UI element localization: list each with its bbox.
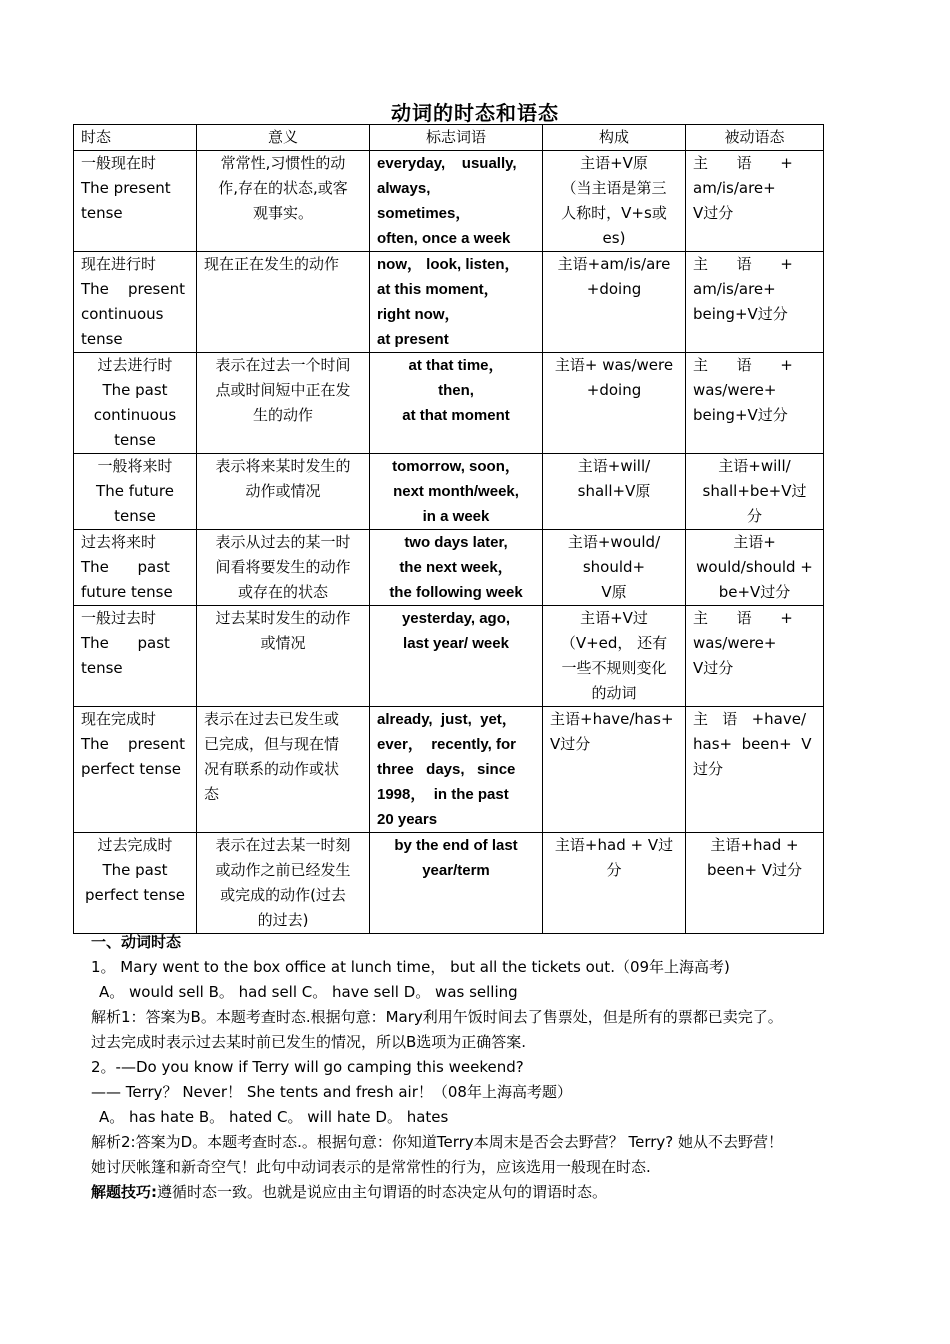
cell-tense <box>74 833 197 934</box>
cell-line: 主语+have/has+ <box>550 710 674 728</box>
section-heading: 一、动词时态 <box>91 933 182 951</box>
cell-line: The present <box>81 280 185 298</box>
cell-line: 主语+ was/were <box>554 356 674 374</box>
cell-line: 生的动作 <box>252 406 313 424</box>
cell-form <box>543 833 686 934</box>
cell-line: sometimes， <box>377 205 471 222</box>
cell-line: now， look, listen， <box>377 256 520 273</box>
cell-line: 表示在过去某一时刻 <box>215 836 351 854</box>
cell-line: V过分 <box>693 204 734 222</box>
cell-line: then, <box>438 382 474 399</box>
cell-line: be+V过分 <box>718 583 791 601</box>
cell-form <box>543 707 686 833</box>
cell-line: ever， recently, for <box>377 736 516 753</box>
header-passive: 被动语态 <box>686 125 824 151</box>
cell-line: right now， <box>377 306 460 323</box>
page-title: 动词的时态和语态 <box>391 101 559 125</box>
answer-2-line-1: 解析2:答案为D。本题考查时态.。根据句意：你知道Terry本周末是否会去野营？ Terry? 她从不去野营！ <box>91 1133 783 1151</box>
cell-line: 的过去) <box>257 911 309 929</box>
cell-line: continuous <box>93 406 177 424</box>
cell-line: at this moment， <box>377 281 499 298</box>
cell-passive <box>686 353 824 454</box>
question-2-line-2: —— Terry？ Never！ She tents and fresh air！（08年上海高考题） <box>91 1083 572 1101</box>
cell-line: 主语+V过 <box>580 609 648 627</box>
cell-tense <box>74 151 197 252</box>
cell-line: am/is/are+ <box>693 280 776 298</box>
cell-tense <box>74 707 197 833</box>
cell-meaning <box>197 606 370 707</box>
cell-line: The present <box>81 179 171 197</box>
cell-line: yesterday, ago, <box>401 610 511 627</box>
cell-keywords <box>370 530 543 606</box>
cell-line: 观事实。 <box>252 204 313 222</box>
cell-passive <box>686 252 824 353</box>
cell-line: 分 <box>606 861 622 879</box>
table-row <box>74 606 824 707</box>
cell-line: next month/week, <box>393 483 519 500</box>
cell-line: 人称时，V+s或 <box>561 204 667 222</box>
cell-line: The present <box>81 735 185 753</box>
table-row <box>74 252 824 353</box>
cell-line: by the end of last <box>394 837 518 854</box>
cell-line: 过去将来时 <box>81 533 157 551</box>
cell-form <box>543 252 686 353</box>
cell-line: often, once a week <box>377 230 511 247</box>
cell-line: 的动词 <box>591 684 637 702</box>
cell-passive <box>686 151 824 252</box>
cell-line: tense <box>81 330 123 348</box>
answer-2-line-2: 她讨厌帐篷和新奇空气！此句中动词表示的是常常性的行为，应该选用一般现在时态. <box>91 1158 651 1176</box>
cell-line: The past <box>102 381 168 399</box>
header-keywords: 标志词语 <box>370 125 543 151</box>
cell-line: shall+be+V过 <box>702 482 807 500</box>
table-row <box>74 151 824 252</box>
cell-line: tense <box>81 204 123 222</box>
cell-keywords <box>370 151 543 252</box>
cell-meaning <box>197 530 370 606</box>
table-row <box>74 530 824 606</box>
cell-form <box>543 530 686 606</box>
cell-line: last year/ week <box>403 635 509 652</box>
cell-line: 表示将来某时发生的 <box>215 457 351 475</box>
cell-keywords <box>370 606 543 707</box>
cell-line: 态 <box>204 785 220 803</box>
cell-line: 一般现在时 <box>81 154 157 172</box>
cell-line: 间看将要发生的动作 <box>215 558 351 576</box>
cell-line: tense <box>114 507 156 525</box>
cell-line: +doing <box>586 381 642 399</box>
cell-meaning <box>197 454 370 530</box>
cell-line: 主语+am/is/are <box>557 255 671 273</box>
cell-line: being+V过分 <box>693 406 788 424</box>
cell-meaning <box>197 151 370 252</box>
header-tense: 时态 <box>74 125 197 151</box>
cell-line: The future <box>96 482 174 500</box>
cell-keywords <box>370 252 543 353</box>
tip-text: 遵循时态一致。也就是说应由主句谓语的时态决定从句的谓语时态。 <box>157 1183 608 1201</box>
cell-line: 过去进行时 <box>97 356 173 374</box>
cell-line: （V+ed， 还有 <box>560 634 668 652</box>
cell-line: 一般过去时 <box>81 609 157 627</box>
cell-line: always, <box>377 180 431 197</box>
cell-line: 主语+V原 <box>580 154 648 172</box>
cell-line: 或动作之前已经发生 <box>215 861 351 879</box>
cell-line: The past <box>102 861 168 879</box>
cell-line: 或情况 <box>260 634 306 652</box>
cell-tense <box>74 252 197 353</box>
cell-line: 动作或情况 <box>245 482 321 500</box>
cell-line: 主语+had + <box>710 836 799 854</box>
cell-line: was/were+ <box>693 381 777 399</box>
cell-line: was/were+ <box>693 634 777 652</box>
cell-line: three days, since <box>377 761 516 778</box>
cell-form <box>543 606 686 707</box>
cell-line: 或完成的动作(过去 <box>220 886 346 904</box>
cell-line: 或存在的状态 <box>237 583 328 601</box>
cell-line: two days later, <box>404 534 508 551</box>
cell-line: continuous <box>81 305 164 323</box>
cell-meaning <box>197 833 370 934</box>
cell-line: 常常性,习惯性的动 <box>220 154 346 172</box>
question-1-options: A。 would sell B。 had sell C。 have sell D。 was selling <box>99 983 518 1001</box>
cell-line: 主语+will/ <box>577 457 651 475</box>
table-row <box>74 707 824 833</box>
cell-line: tense <box>114 431 156 449</box>
cell-line: 主 语 + <box>693 609 793 627</box>
cell-line: year/term <box>422 862 490 879</box>
cell-keywords <box>370 707 543 833</box>
cell-passive <box>686 530 824 606</box>
cell-line: V过分 <box>550 735 591 753</box>
cell-meaning <box>197 707 370 833</box>
cell-line: 分 <box>746 507 762 525</box>
cell-line: 现在完成时 <box>81 710 157 728</box>
cell-tense <box>74 530 197 606</box>
cell-line: perfect tense <box>81 760 181 778</box>
cell-tense <box>74 353 197 454</box>
question-2-line-1: 2。-—Do you know if Terry will go camping this weekend? <box>91 1058 524 1076</box>
cell-line: 已完成，但与现在情 <box>204 735 340 753</box>
cell-line: V过分 <box>693 659 734 677</box>
cell-line: 主 语 + <box>693 255 793 273</box>
cell-line: shall+V原 <box>577 482 651 500</box>
cell-form <box>543 151 686 252</box>
cell-line: 主 语 +have/ <box>693 710 807 728</box>
cell-line: V原 <box>601 583 627 601</box>
cell-line: everyday, usually, <box>377 155 517 172</box>
cell-line: the following week <box>389 584 523 601</box>
cell-line: would/should + <box>696 558 813 576</box>
cell-line: 过去某时发生的动作 <box>215 609 351 627</box>
cell-line: 况有联系的动作或状 <box>204 760 340 778</box>
tip-paragraph <box>91 1180 881 1205</box>
cell-form <box>543 454 686 530</box>
cell-line: the next week， <box>399 559 513 576</box>
cell-line: 主语+will/ <box>718 457 791 475</box>
cell-line: already, just, yet， <box>377 711 517 728</box>
cell-line: 主语+would/ <box>567 533 661 551</box>
cell-line: es) <box>602 229 626 247</box>
cell-line: The past <box>81 634 170 652</box>
cell-line: 过去完成时 <box>97 836 173 854</box>
cell-line: tense <box>81 659 123 677</box>
cell-line: 点或时间短中正在发 <box>215 381 351 399</box>
cell-line: 过分 <box>693 760 724 778</box>
cell-meaning <box>197 252 370 353</box>
cell-passive <box>686 833 824 934</box>
cell-line: 主 语 + <box>693 356 793 374</box>
exercise-section <box>91 930 881 1205</box>
cell-line: has+ been+ V <box>693 735 812 753</box>
cell-meaning <box>197 353 370 454</box>
cell-line: been+ V过分 <box>706 861 803 879</box>
cell-keywords <box>370 353 543 454</box>
table-row <box>74 353 824 454</box>
cell-line: The past <box>81 558 170 576</box>
table-row <box>74 833 824 934</box>
question-2-options: A。 has hate B。 hated C。 will hate D。 hates <box>99 1108 449 1126</box>
cell-line: at that moment <box>402 407 510 424</box>
cell-line: 主 语 + <box>693 154 793 172</box>
cell-line: 表示从过去的某一时 <box>215 533 351 551</box>
cell-tense <box>74 606 197 707</box>
cell-line: 现在正在发生的动作 <box>204 255 340 273</box>
cell-tense <box>74 454 197 530</box>
cell-form <box>543 353 686 454</box>
cell-line: 一般将来时 <box>97 457 173 475</box>
cell-line: 主语+ <box>733 533 776 551</box>
cell-passive <box>686 454 824 530</box>
cell-line: 表示在过去一个时间 <box>215 356 351 374</box>
cell-line: at that time， <box>408 357 504 374</box>
cell-passive <box>686 707 824 833</box>
cell-line: （当主语是第三 <box>561 179 667 197</box>
tense-table <box>73 124 824 934</box>
cell-line: at present <box>377 331 449 348</box>
cell-line: perfect tense <box>85 886 185 904</box>
cell-line: 表示在过去已发生或 <box>204 710 340 728</box>
cell-line: should+ <box>582 558 646 576</box>
cell-line: 1998， in the past <box>377 786 509 803</box>
cell-line: in a week <box>422 508 490 525</box>
cell-line: am/is/are+ <box>693 179 776 197</box>
cell-keywords <box>370 833 543 934</box>
answer-1-line-2: 过去完成时表示过去某时前已发生的情况，所以B选项为正确答案. <box>91 1033 527 1051</box>
cell-line: 现在进行时 <box>81 255 157 273</box>
table-header-row <box>74 125 824 151</box>
table-row <box>74 454 824 530</box>
cell-line: 作,存在的状态,或客 <box>218 179 348 197</box>
cell-line: 20 years <box>377 811 438 828</box>
cell-line: 一些不规则变化 <box>561 659 667 677</box>
cell-line: being+V过分 <box>693 305 788 323</box>
header-meaning: 意义 <box>197 125 370 151</box>
question-1: 1。 Mary went to the box office at lunch time， but all the tickets out.（09年上海高考) <box>91 958 730 976</box>
cell-line: +doing <box>586 280 642 298</box>
answer-1-line-1: 解析1：答案为B。本题考查时态.根据句意：Mary利用午饭时间去了售票处，但是所有的票都已卖完了。 <box>91 1008 783 1026</box>
cell-keywords <box>370 454 543 530</box>
cell-line: tomorrow, soon， <box>392 458 520 475</box>
cell-line: future tense <box>81 583 173 601</box>
cell-passive <box>686 606 824 707</box>
header-form: 构成 <box>543 125 686 151</box>
tip-label: 解题技巧: <box>91 1183 157 1201</box>
cell-line: 主语+had + V过 <box>554 836 674 854</box>
